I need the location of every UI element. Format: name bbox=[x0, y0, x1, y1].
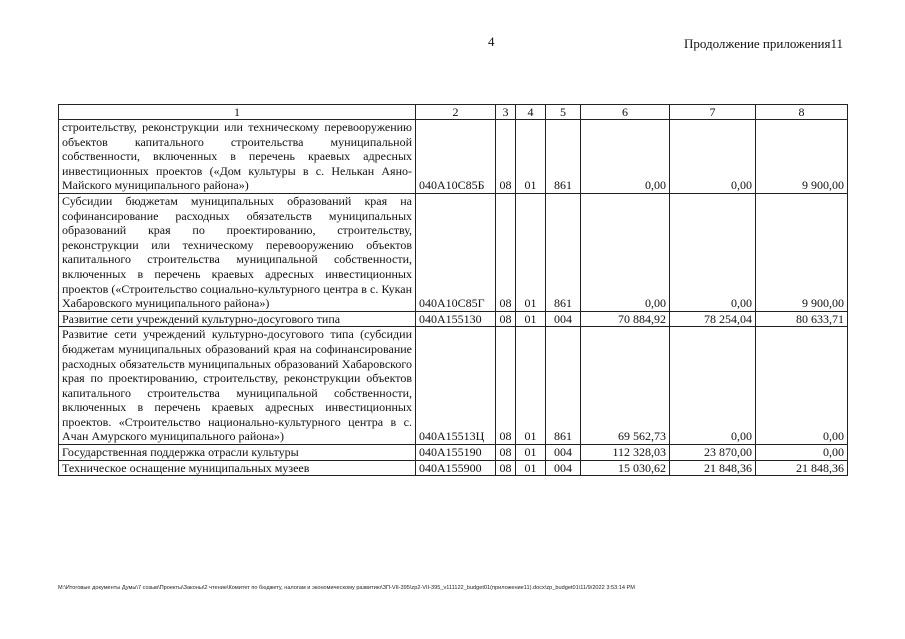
row-code: 040А15513Ц bbox=[416, 327, 496, 445]
row-type: 861 bbox=[546, 193, 581, 311]
footer-file-path: М:\Итоговые документы Думы\7 созыв\Проекты\Законы\2 чтение\Комитет по бюджету, налогам и экономическому развитию\ЗП-VII-395\zp2-VII-395_v111122_budget01(приложение11).docx\zp_budget01\11/9/2022 3:53:14 PM bbox=[58, 585, 635, 591]
table-row bbox=[59, 193, 848, 311]
table-row bbox=[59, 120, 848, 194]
header-cell: 8 bbox=[756, 105, 848, 120]
row-name: строительству, реконструкции или техническому перевооружению объектов капитального строительства муниципальной собственности, включенных в перечень краевых адресных инвестиционных проектов («Дом культуры в с. Нелькан Аяно-Майского муниципального района») bbox=[59, 120, 416, 194]
header-cell: 6 bbox=[581, 105, 670, 120]
row-value-8: 9 900,00 bbox=[756, 193, 848, 311]
row-section: 08 bbox=[496, 120, 516, 194]
page-number: 4 bbox=[488, 34, 495, 49]
header-cell: 4 bbox=[516, 105, 546, 120]
row-code: 040А10С85Б bbox=[416, 120, 496, 194]
row-subsection: 01 bbox=[516, 445, 546, 461]
row-section: 08 bbox=[496, 327, 516, 445]
row-type: 004 bbox=[546, 311, 581, 327]
row-section: 08 bbox=[496, 445, 516, 461]
row-name: Субсидии бюджетам муниципальных образований края на софинансирование расходных обязательств муниципальных образований края по проектированию, строительству, реконструкции или техническому перевооружению объектов капитального строительства муниципальной собственности, включенных в перечень краевых адресных инвестиционных проектов («Строительство социально-культурного центра в с. Кукан Хабаровского муниципального района») bbox=[59, 193, 416, 311]
row-section: 08 bbox=[496, 460, 516, 476]
row-value-8: 80 633,71 bbox=[756, 311, 848, 327]
row-subsection: 01 bbox=[516, 311, 546, 327]
row-section: 08 bbox=[496, 193, 516, 311]
row-subsection: 01 bbox=[516, 193, 546, 311]
row-code: 040А155900 bbox=[416, 460, 496, 476]
row-subsection: 01 bbox=[516, 327, 546, 445]
row-name: Техническое оснащение муниципальных музеев bbox=[59, 460, 416, 476]
table-header-row bbox=[59, 105, 848, 120]
row-type: 861 bbox=[546, 120, 581, 194]
table-row bbox=[59, 327, 848, 445]
table-row bbox=[59, 460, 848, 476]
row-value-6: 0,00 bbox=[581, 193, 670, 311]
header-cell: 2 bbox=[416, 105, 496, 120]
row-section: 08 bbox=[496, 311, 516, 327]
row-type: 861 bbox=[546, 327, 581, 445]
header-cell: 7 bbox=[670, 105, 756, 120]
row-value-7: 0,00 bbox=[670, 327, 756, 445]
row-value-6: 15 030,62 bbox=[581, 460, 670, 476]
row-name: Развитие сети учреждений культурно-досугового типа (субсидии бюджетам муниципальных образований края на софинансирование расходных обязательств муниципальных образований Хабаровского края по проектированию, строительству, реконструкции объектов капитального строительства муниципальной собственности, включенных в перечень краевых адресных инвестиционных проектов. «Строительство национально-культурного центра в с. Ачан Амурского муниципального района») bbox=[59, 327, 416, 445]
row-subsection: 01 bbox=[516, 460, 546, 476]
continuation-title: Продолжение приложения11 bbox=[683, 36, 843, 51]
row-subsection: 01 bbox=[516, 120, 546, 194]
header-cell: 3 bbox=[496, 105, 516, 120]
header-cell: 1 bbox=[59, 105, 416, 120]
row-code: 040А155130 bbox=[416, 311, 496, 327]
row-value-7: 21 848,36 bbox=[670, 460, 756, 476]
row-code: 040А155190 bbox=[416, 445, 496, 461]
row-value-8: 0,00 bbox=[756, 327, 848, 445]
table-row bbox=[59, 311, 848, 327]
row-value-6: 112 328,03 bbox=[581, 445, 670, 461]
row-value-6: 0,00 bbox=[581, 120, 670, 194]
row-code: 040А10С85Г bbox=[416, 193, 496, 311]
row-name: Развитие сети учреждений культурно-досугового типа bbox=[59, 311, 416, 327]
row-value-6: 69 562,73 bbox=[581, 327, 670, 445]
row-value-7: 0,00 bbox=[670, 120, 756, 194]
header-cell: 5 bbox=[546, 105, 581, 120]
row-value-8: 0,00 bbox=[756, 445, 848, 461]
row-value-7: 78 254,04 bbox=[670, 311, 756, 327]
row-value-7: 23 870,00 bbox=[670, 445, 756, 461]
row-value-8: 9 900,00 bbox=[756, 120, 848, 194]
row-value-6: 70 884,92 bbox=[581, 311, 670, 327]
row-value-7: 0,00 bbox=[670, 193, 756, 311]
row-type: 004 bbox=[546, 460, 581, 476]
row-name: Государственная поддержка отрасли культуры bbox=[59, 445, 416, 461]
row-type: 004 bbox=[546, 445, 581, 461]
table-row bbox=[59, 445, 848, 461]
row-value-8: 21 848,36 bbox=[756, 460, 848, 476]
budget-table bbox=[58, 104, 848, 476]
